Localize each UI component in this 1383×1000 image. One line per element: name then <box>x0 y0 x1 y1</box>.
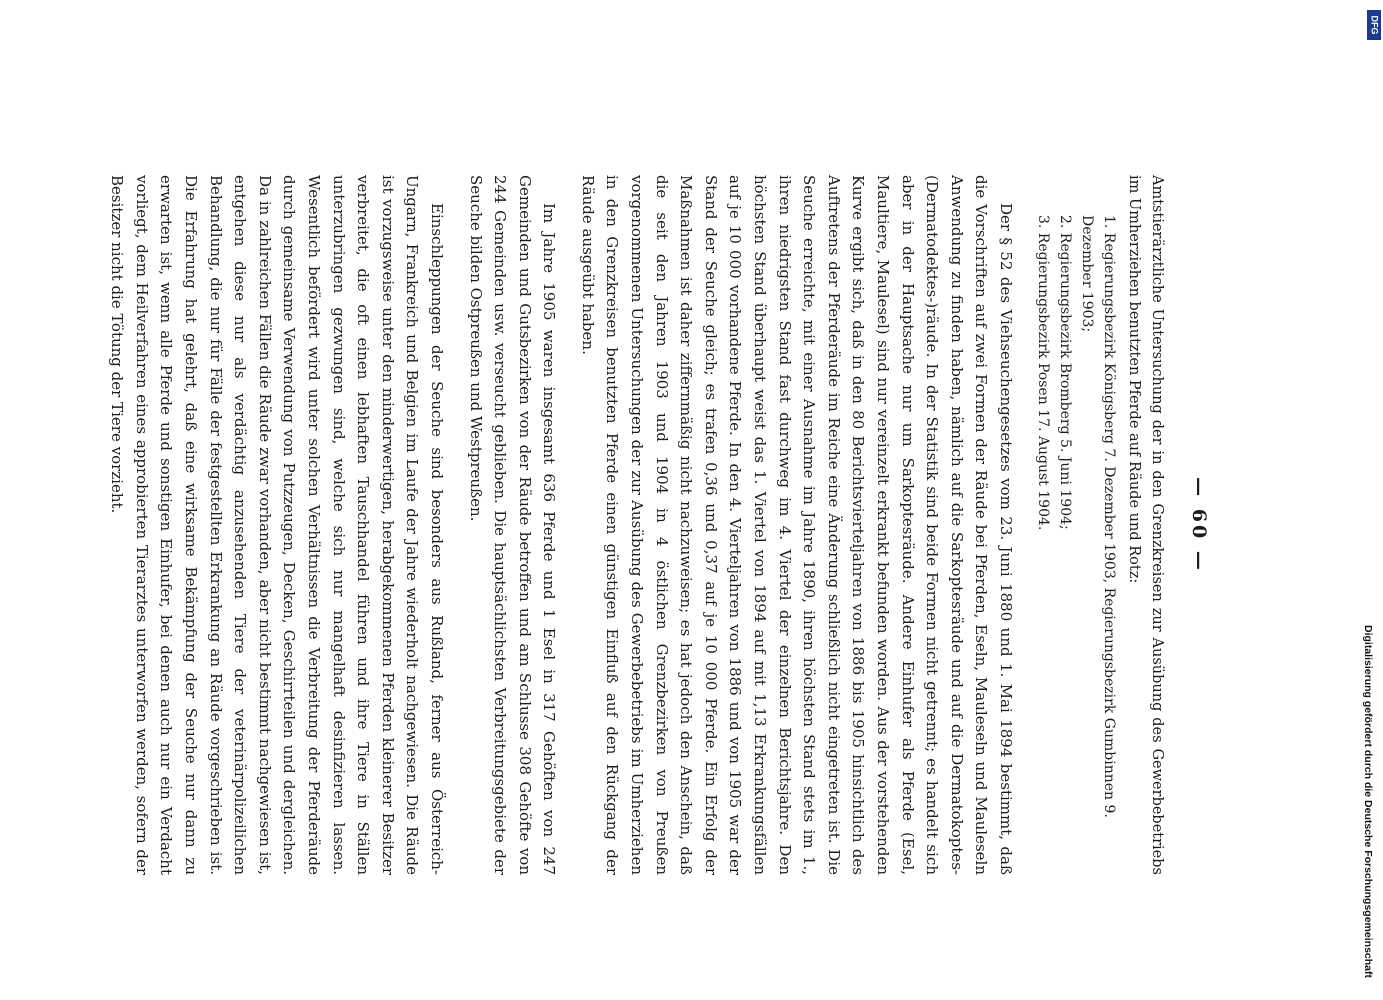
list-item: 3. Regierungsbezirk Posen 17. August 1904. <box>1035 215 1051 531</box>
decree-list <box>1032 215 1120 875</box>
paragraph: Im Jahre 1905 waren insgesamt 636 Pferde und 1 Esel in 317 Gehöften von 247 Gemeinden und Gutsbezirken von der Räude betroffen und am Schlusse 308 Gehöfte von 244 Gemeinden usw. verseucht geblieben. Die hauptsächlichsten Verbreitungsgebiete der Seuche bilden Ostpreußen und Westpreußen. <box>466 175 559 875</box>
paragraph: Der § 52 des Viehseuchengesetzes vom 23. Juni 1880 und 1. Mai 1894 bestimmt, daß die Vorschriften auf zwei Formen der Räude bei Pferden, Eseln, Mauleseln und Mauleseln Anwendung zu finden haben, nämlich auf die Sarkoptesräude und auf die Dermatokoptes-(Dermatodektes-)räude. In der Statistik sind beide Formen nicht getrennt; es handelt sich aber in der Hauptsache nur um Sarkoptesräude. Andere Einhufer als Pferde (Esel, Maultiere, Maulesel) sind nur vereinzelt erkrankt befunden worden. Aus der vorstehenden Kurve ergibt sich, daß in den 80 Berichtsvierteljahren von 1886 bis 1905 hinsichtlich des Auftretens der Pferderäude im Reiche eine Änderung schließlich nicht eingetreten ist. Die Seuche erreichte, mit einer Ausnahme im Jahre 1890, ihren höchsten Stand stets im 1., ihren niedrigsten Stand fast durchweg im 4. Viertel der einzelnen Berichtsjahre. Den höchsten Stand überhaupt weist das 1. Viertel von 1894 auf mit 1,13 Erkrankungsfällen auf je 10 000 vorhandene Pferde. In den 4. Vierteljahren von 1886 und von 1905 war der Stand der Seuche gleich; es trafen 0,36 und 0,37 auf je 10 000 Pferde. Ein Erfolg der Maßnahmen ist daher ziffernmäßig nicht nachzuweisen; es hat jedoch den Anschein, daß die seit den Jahren 1903 und 1904 in 4 östlichen Grenzbezirken von Preußen vorgenommenen Untersuchungen der zur Ausübung des Gewerbebetriebs im Umherziehen in den Grenzkreisen benutzten Pferde einen günstigen Einfluß auf den Rückgang der Räude ausgeübt haben. <box>578 175 1015 875</box>
list-item: 1. Regierungsbezirk Königsberg 7. Dezember 1903, Regierungsbezirk Gumbinnen 9. Dezember 1903; <box>1079 215 1117 818</box>
intro-heading: Amtstierärztliche Untersuchung der in den Grenzkreisen zur Ausübung des Gewerbebetriebs im Umherziehen benutzten Pferde auf Räude und Rotz: <box>1126 175 1165 875</box>
paragraph: Einschleppungen der Seuche sind besonders aus Rußland, ferner aus Österreich-Ungarn, Frankreich und Belgien im Laufe der Jahre wiederholt nachgewiesen. Die Räude ist vorzugsweise unter den minderwertigen, herabgekommenen Pferden kleinerer Besitzer verbreitet, die oft einen lebhaften Tauschhandel führen und ihre Tiere in Ställen unterzubringen gezwungen sind, welche sich nur mangelhaft desinfizieren lassen. Wesentlich befördert wird unter solchen Verhältnissen die Verbreitung der Pferderäude durch gemeinsame Verwendung von Putzzeugen, Decken, Geschirrteilen und dergleichen. Da in zahlreichen Fällen die Räude zwar vorhanden, aber nicht bestimmt nachgewiesen ist, entgehen diese nur als verdächtig anzusehenden Tiere der veterinärpolizeilichen Behandlung, die nur für Fälle der festgestellten Erkrankung an Räude vorgeschrieben ist. Die Erfahrung hat gelehrt, daß eine wirksame Bekämpfung der Seuche nur dann zu erwarten ist, wenn alle Pferde und sonstigen Einhufer, bei denen auch nur ein Verdacht vorliegt, dem Heilverfahren eines approbierten Tierarztes unterworfen werden, sofern der Besitzer nicht die Tötung der Tiere vorzieht. <box>108 175 446 875</box>
rotated-page-content <box>108 175 1210 875</box>
digitization-credit <box>1360 8 1383 992</box>
page-body <box>108 175 1210 875</box>
dfg-logo-label: DFG <box>1369 15 1379 35</box>
page-number-header: — 60 — <box>1188 477 1210 573</box>
dfg-logo <box>1367 10 1381 40</box>
credit-text: Digitalisierung gefördert durch die Deutsche Forschungsgemeinschaft <box>1362 625 1374 978</box>
list-item: 2. Regierungsbezirk Bromberg 5. Juni 1904; <box>1057 215 1073 530</box>
